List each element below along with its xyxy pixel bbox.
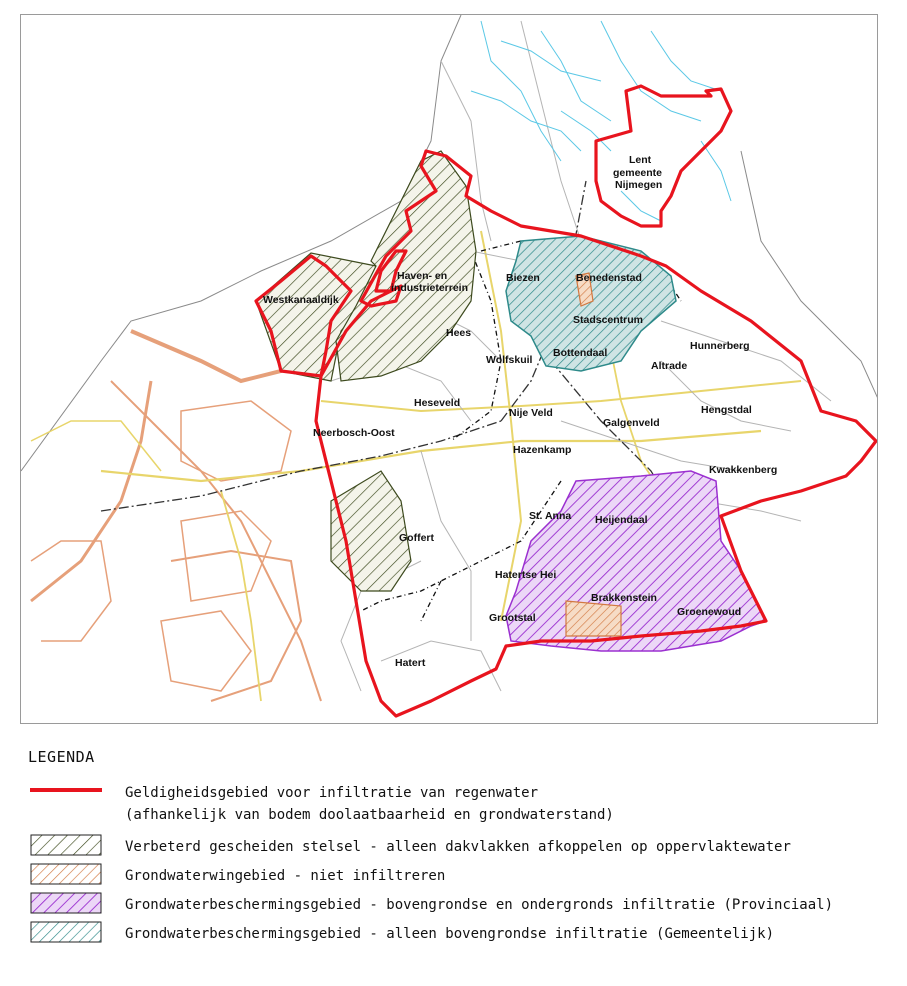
label-goffert: Goffert <box>399 532 434 544</box>
label-groenewoud: Groenewoud <box>677 606 742 618</box>
legend <box>0 730 907 980</box>
zone-grondwaterbescherming-provinciaal <box>506 471 766 651</box>
purple-hatch-symbol <box>30 892 106 916</box>
label-galgenveld: Galgenveld <box>603 417 660 429</box>
legend-item-sublabel: (afhankelijk van bodem doolaatbaarheid en grondwaterstand) <box>125 807 614 823</box>
label-hatert: Hatert <box>395 657 426 669</box>
label-heijendaal: Heijendaal <box>595 514 648 526</box>
label-hatertse-hei: Hatertse Hei <box>495 569 557 581</box>
label-hees: Hees <box>446 327 472 339</box>
legend-title: LEGENDA <box>28 748 95 766</box>
label-kwakkenberg: Kwakkenberg <box>709 464 778 476</box>
label-westkanaaldijk: Westkanaaldijk <box>263 294 339 306</box>
label-hunnerberg: Hunnerberg <box>690 340 750 352</box>
label-heseveld: Heseveld <box>414 397 461 409</box>
map-canvas <box>21 15 878 724</box>
label-bottendaal: Bottendaal <box>553 347 608 359</box>
teal-hatch-symbol <box>30 921 106 945</box>
label-altrade: Altrade <box>651 360 688 372</box>
map <box>20 14 878 724</box>
label-hengstdal: Hengstdal <box>701 404 752 416</box>
label-haven: Haven- en <box>397 270 448 282</box>
legend-item-label: Verbeterd gescheiden stelsel - alleen dakvlakken afkoppelen op oppervlaktewater <box>125 839 791 855</box>
orange-hatch-symbol <box>30 863 106 887</box>
label-brakkenstein: Brakkenstein <box>591 592 657 604</box>
label-industrieterrein: industrieterrein <box>391 282 469 294</box>
legend-item-label: Geldigheidsgebied voor infiltratie van regenwater <box>125 785 539 801</box>
legend-item-label: Grondwaterwingebied - niet infiltreren <box>125 868 446 884</box>
label-nije-veld: Nije Veld <box>509 407 553 419</box>
label-stadscentrum: Stadscentrum <box>573 314 644 326</box>
green-hatch-symbol <box>30 834 106 858</box>
label-nijmegen: Nijmegen <box>615 179 663 191</box>
legend-item-label: Grondwaterbeschermingsgebied - bovengrondse en ondergronds infiltratie (Provinciaal) <box>125 897 834 913</box>
label-st-anna: St. Anna <box>529 510 572 522</box>
label-lent: Lent <box>629 154 652 166</box>
label-neerbosch-oost: Neerbosch-Oost <box>313 427 395 439</box>
red-line-symbol <box>30 780 106 806</box>
label-benedenstad: Benedenstad <box>576 272 642 284</box>
legend-item-label: Grondwaterbeschermingsgebied - alleen bovengrondse infiltratie (Gemeentelijk) <box>125 926 775 942</box>
label-hazenkamp: Hazenkamp <box>513 444 572 456</box>
label-gemeente: gemeente <box>613 167 663 179</box>
label-biezen: Biezen <box>506 272 540 284</box>
label-grootstal: Grootstal <box>489 612 536 624</box>
label-wolfskuil: Wolfskuil <box>486 354 533 366</box>
